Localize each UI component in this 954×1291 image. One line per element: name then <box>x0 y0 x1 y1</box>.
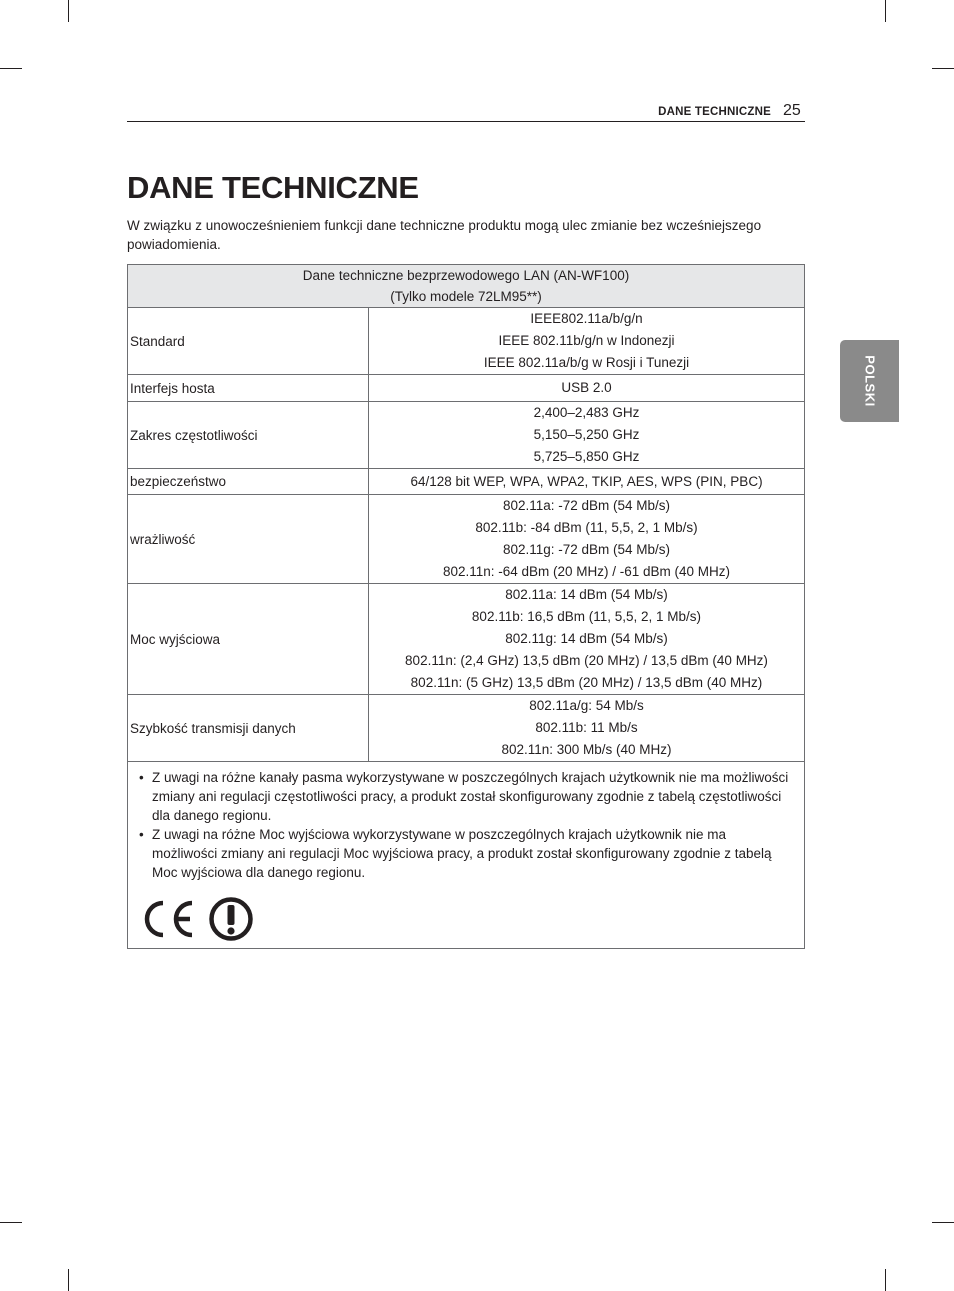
value-line: IEEE802.11a/b/g/n <box>530 311 643 326</box>
row-value <box>369 308 805 375</box>
row-label: bezpieczeństwo <box>128 469 369 495</box>
crop-mark <box>885 0 886 22</box>
value-line: 802.11g: -72 dBm (54 Mb/s) <box>502 542 671 557</box>
row-value <box>369 375 805 402</box>
value-line: USB 2.0 <box>561 380 612 395</box>
notes-cell <box>128 762 805 949</box>
crop-mark <box>68 1269 69 1291</box>
page-title: DANE TECHNICZNE <box>127 170 419 205</box>
value-line: 802.11b: -84 dBm (11, 5,5, 2, 1 Mb/s) <box>475 520 698 535</box>
table-row <box>128 695 805 762</box>
header-rule <box>127 121 805 122</box>
page-number: 25 <box>783 102 801 119</box>
table-row <box>128 402 805 469</box>
value-line: 802.11g: 14 dBm (54 Mb/s) <box>505 631 668 646</box>
row-label: Moc wyjściowa <box>128 584 369 695</box>
table-header-cell <box>128 265 805 308</box>
table-row <box>128 469 805 495</box>
running-head: DANE TECHNICZNE <box>658 106 771 118</box>
table-header-row <box>128 265 805 308</box>
value-line: 802.11n: (2,4 GHz) 13,5 dBm (20 MHz) / 13,5 dBm (40 MHz) <box>405 653 768 668</box>
value-line: 5,725–5,850 GHz <box>533 449 640 464</box>
value-line: IEEE 802.11b/g/n w Indonezji <box>498 333 675 348</box>
crop-mark <box>0 1222 22 1223</box>
crop-mark <box>68 0 69 22</box>
value-line: 802.11a: -72 dBm (54 Mb/s) <box>502 498 671 513</box>
value-line: 802.11a/g: 54 Mb/s <box>529 698 644 713</box>
row-label: wrażliwość <box>128 495 369 584</box>
notes-list <box>138 768 794 882</box>
crop-mark <box>0 68 22 69</box>
note-item: • Z uwagi na różne kanały pasma wykorzystywane w poszczególnych krajach użytkownik nie ma możliwości zmiany ani regulacji częstotliwości pracy, a produkt został skonfigurowany zgodnie z tabelą częstotliwości dla danego regionu. <box>152 768 794 825</box>
language-tab <box>840 340 899 422</box>
value-line: 802.11n: -64 dBm (20 MHz) / -61 dBm (40 MHz) <box>442 564 731 579</box>
row-value <box>369 469 805 495</box>
certification-logos <box>138 896 794 942</box>
row-label: Interfejs hosta <box>128 375 369 402</box>
note-item: • Z uwagi na różne Moc wyjściowa wykorzystywane w poszczególnych krajach użytkownik nie ma możliwości zmiany ani regulacji Moc wyjściowa pracy, a produkt został skonfigurowany zgodnie z tabelą Moc wyjściowa dla danego regionu. <box>152 825 794 882</box>
crop-mark <box>932 68 954 69</box>
value-line: 64/128 bit WEP, WPA, WPA2, TKIP, AES, WPS (PIN, PBC) <box>410 473 763 489</box>
table-row <box>128 308 805 375</box>
value-line: 2,400–2,483 GHz <box>533 405 640 420</box>
value-line: 802.11n: 300 Mb/s (40 MHz) <box>501 742 672 757</box>
notes-row <box>128 762 805 949</box>
table-row <box>128 375 805 402</box>
value-line: 802.11a: 14 dBm (54 Mb/s) <box>505 587 668 602</box>
table-row <box>128 584 805 695</box>
row-value <box>369 495 805 584</box>
value-line: 802.11b: 11 Mb/s <box>535 720 638 735</box>
crop-mark <box>885 1269 886 1291</box>
table-row <box>128 495 805 584</box>
crop-mark <box>932 1222 954 1223</box>
row-value <box>369 584 805 695</box>
ce-mark-icon <box>138 897 198 941</box>
row-value <box>369 402 805 469</box>
value-line: IEEE 802.11a/b/g w Rosji i Tunezji <box>483 355 690 370</box>
table-header-line: (Tylko modele 72LM95**) <box>390 289 542 304</box>
row-label: Standard <box>128 308 369 375</box>
value-line: 802.11n: (5 GHz) 13,5 dBm (20 MHz) / 13,5 dBm (40 MHz) <box>410 675 763 690</box>
language-tab-label: POLSKI <box>862 355 877 407</box>
row-label: Szybkość transmisji danych <box>128 695 369 762</box>
table-header-line: Dane techniczne bezprzewodowego LAN (AN-WF100) <box>302 268 630 283</box>
value-line: 802.11b: 16,5 dBm (11, 5,5, 2, 1 Mb/s) <box>471 609 702 624</box>
alert-symbol-icon <box>208 896 254 942</box>
row-label: Zakres częstotliwości <box>128 402 369 469</box>
intro-paragraph: W związku z unowocześnieniem funkcji dane techniczne produktu mogą ulec zmianie bez wcześniejszego powiadomienia. <box>127 218 762 252</box>
row-value <box>369 695 805 762</box>
value-line: 5,150–5,250 GHz <box>533 427 640 442</box>
spec-table <box>127 264 805 949</box>
